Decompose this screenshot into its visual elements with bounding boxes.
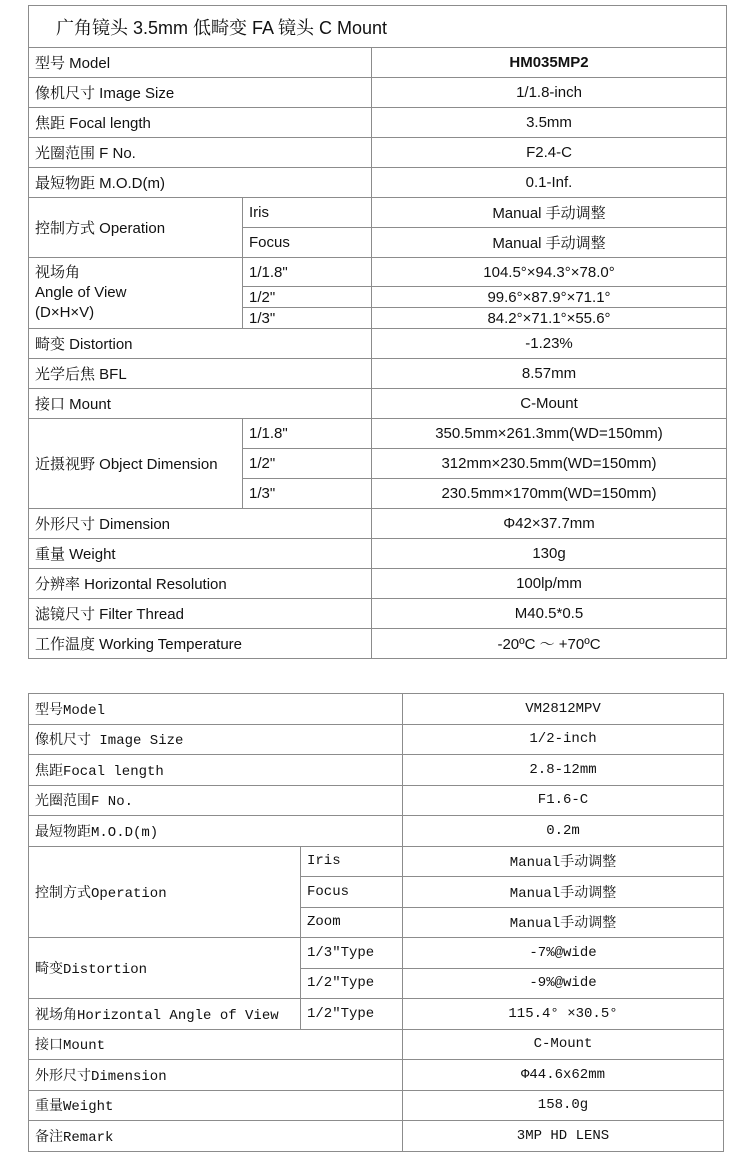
object-dimension-label: 近摄视野 Object Dimension xyxy=(29,419,243,509)
model-value: VM2812MPV xyxy=(403,694,724,725)
mod-label: 最短物距 M.O.D(m) xyxy=(29,168,372,198)
iris-value: Manual 手动调整 xyxy=(372,198,727,228)
iris-value: Manual手动调整 xyxy=(403,846,724,877)
weight-label: 重量 Weight xyxy=(29,539,372,569)
iris-label: Iris xyxy=(243,198,372,228)
image-size-label: 像机尺寸 Image Size xyxy=(29,724,403,755)
dimension-value: Φ42×37.7mm xyxy=(372,509,727,539)
weight-value: 158.0g xyxy=(403,1090,724,1121)
dimension-label: 外形尺寸Dimension xyxy=(29,1060,403,1091)
angle-of-view-label-zh: 视场角 xyxy=(35,264,81,281)
mod-label: 最短物距M.O.D(m) xyxy=(29,816,403,847)
angle-of-view-label-dims: (D×H×V) xyxy=(35,304,95,321)
distortion-label: 畸变Distortion xyxy=(29,938,301,999)
zoom-value: Manual手动调整 xyxy=(403,907,724,938)
remark-value: 3MP HD LENS xyxy=(403,1121,724,1152)
zoom-label: Zoom xyxy=(301,907,403,938)
resolution-label: 分辨率 Horizontal Resolution xyxy=(29,569,372,599)
spec-table-vm2812mpv xyxy=(28,693,724,1152)
aov-size: 1/2" xyxy=(243,287,372,308)
distortion-value: -1.23% xyxy=(372,329,727,359)
aov-size: 1/1.8" xyxy=(243,258,372,287)
mount-value: C-Mount xyxy=(372,389,727,419)
spec-table-hm035mp2 xyxy=(28,5,727,659)
image-size-value: 1/2-inch xyxy=(403,724,724,755)
objdim-size: 1/3" xyxy=(243,479,372,509)
distortion-value: -7%@wide xyxy=(403,938,724,969)
distortion-label: 畸变 Distortion xyxy=(29,329,372,359)
focus-label: Focus xyxy=(243,228,372,258)
mod-value: 0.1-Inf. xyxy=(372,168,727,198)
focus-value: Manual 手动调整 xyxy=(372,228,727,258)
image-size-value: 1/1.8-inch xyxy=(372,78,727,108)
objdim-size: 1/2" xyxy=(243,449,372,479)
objdim-value: 312mm×230.5mm(WD=150mm) xyxy=(372,449,727,479)
hfov-value: 115.4° ×30.5° xyxy=(403,999,724,1030)
model-label: 型号 Model xyxy=(29,48,372,78)
mount-value: C-Mount xyxy=(403,1029,724,1060)
f-number-label: 光圈范围F No. xyxy=(29,785,403,816)
operation-label: 控制方式 Operation xyxy=(29,198,243,258)
objdim-value: 230.5mm×170mm(WD=150mm) xyxy=(372,479,727,509)
distortion-value: -9%@wide xyxy=(403,968,724,999)
distortion-type: 1/3″Type xyxy=(301,938,403,969)
weight-label: 重量Weight xyxy=(29,1090,403,1121)
angle-of-view-label-en: Angle of View xyxy=(35,284,127,301)
bfl-value: 8.57mm xyxy=(372,359,727,389)
focal-length-value: 2.8-12mm xyxy=(403,755,724,786)
dimension-value: Φ44.6x62mm xyxy=(403,1060,724,1091)
objdim-size: 1/1.8" xyxy=(243,419,372,449)
f-number-value: F1.6-C xyxy=(403,785,724,816)
hfov-type: 1/2″Type xyxy=(301,999,403,1030)
bfl-label: 光学后焦 BFL xyxy=(29,359,372,389)
focal-length-label: 焦距 Focal length xyxy=(29,108,372,138)
remark-label: 备注Remark xyxy=(29,1121,403,1152)
model-label: 型号Model xyxy=(29,694,403,725)
aov-value: 84.2°×71.1°×55.6° xyxy=(372,308,727,329)
distortion-type: 1/2″Type xyxy=(301,968,403,999)
f-number-label: 光圈范围 F No. xyxy=(29,138,372,168)
resolution-value: 100lp/mm xyxy=(372,569,727,599)
focal-length-label: 焦距Focal length xyxy=(29,755,403,786)
operation-label: 控制方式Operation xyxy=(29,846,301,938)
working-temperature-label: 工作温度 Working Temperature xyxy=(29,629,372,659)
focal-length-value: 3.5mm xyxy=(372,108,727,138)
mod-value: 0.2m xyxy=(403,816,724,847)
model-value: HM035MP2 xyxy=(372,48,727,78)
dimension-label: 外形尺寸 Dimension xyxy=(29,509,372,539)
aov-value: 99.6°×87.9°×71.1° xyxy=(372,287,727,308)
focus-label: Focus xyxy=(301,877,403,908)
mount-label: 接口 Mount xyxy=(29,389,372,419)
aov-value: 104.5°×94.3°×78.0° xyxy=(372,258,727,287)
table-title: 广角镜头 3.5mm 低畸变 FA 镜头 C Mount xyxy=(29,6,727,48)
iris-label: Iris xyxy=(301,846,403,877)
filter-thread-value: M40.5*0.5 xyxy=(372,599,727,629)
aov-size: 1/3" xyxy=(243,308,372,329)
hfov-label: 视场角Horizontal Angle of View xyxy=(29,999,301,1030)
filter-thread-label: 滤镜尺寸 Filter Thread xyxy=(29,599,372,629)
mount-label: 接口Mount xyxy=(29,1029,403,1060)
image-size-label: 像机尺寸 Image Size xyxy=(29,78,372,108)
working-temperature-value: -20ºC ～ +70ºC xyxy=(372,629,727,659)
focus-value: Manual手动调整 xyxy=(403,877,724,908)
angle-of-view-label xyxy=(29,258,243,329)
f-number-value: F2.4-C xyxy=(372,138,727,168)
objdim-value: 350.5mm×261.3mm(WD=150mm) xyxy=(372,419,727,449)
weight-value: 130g xyxy=(372,539,727,569)
